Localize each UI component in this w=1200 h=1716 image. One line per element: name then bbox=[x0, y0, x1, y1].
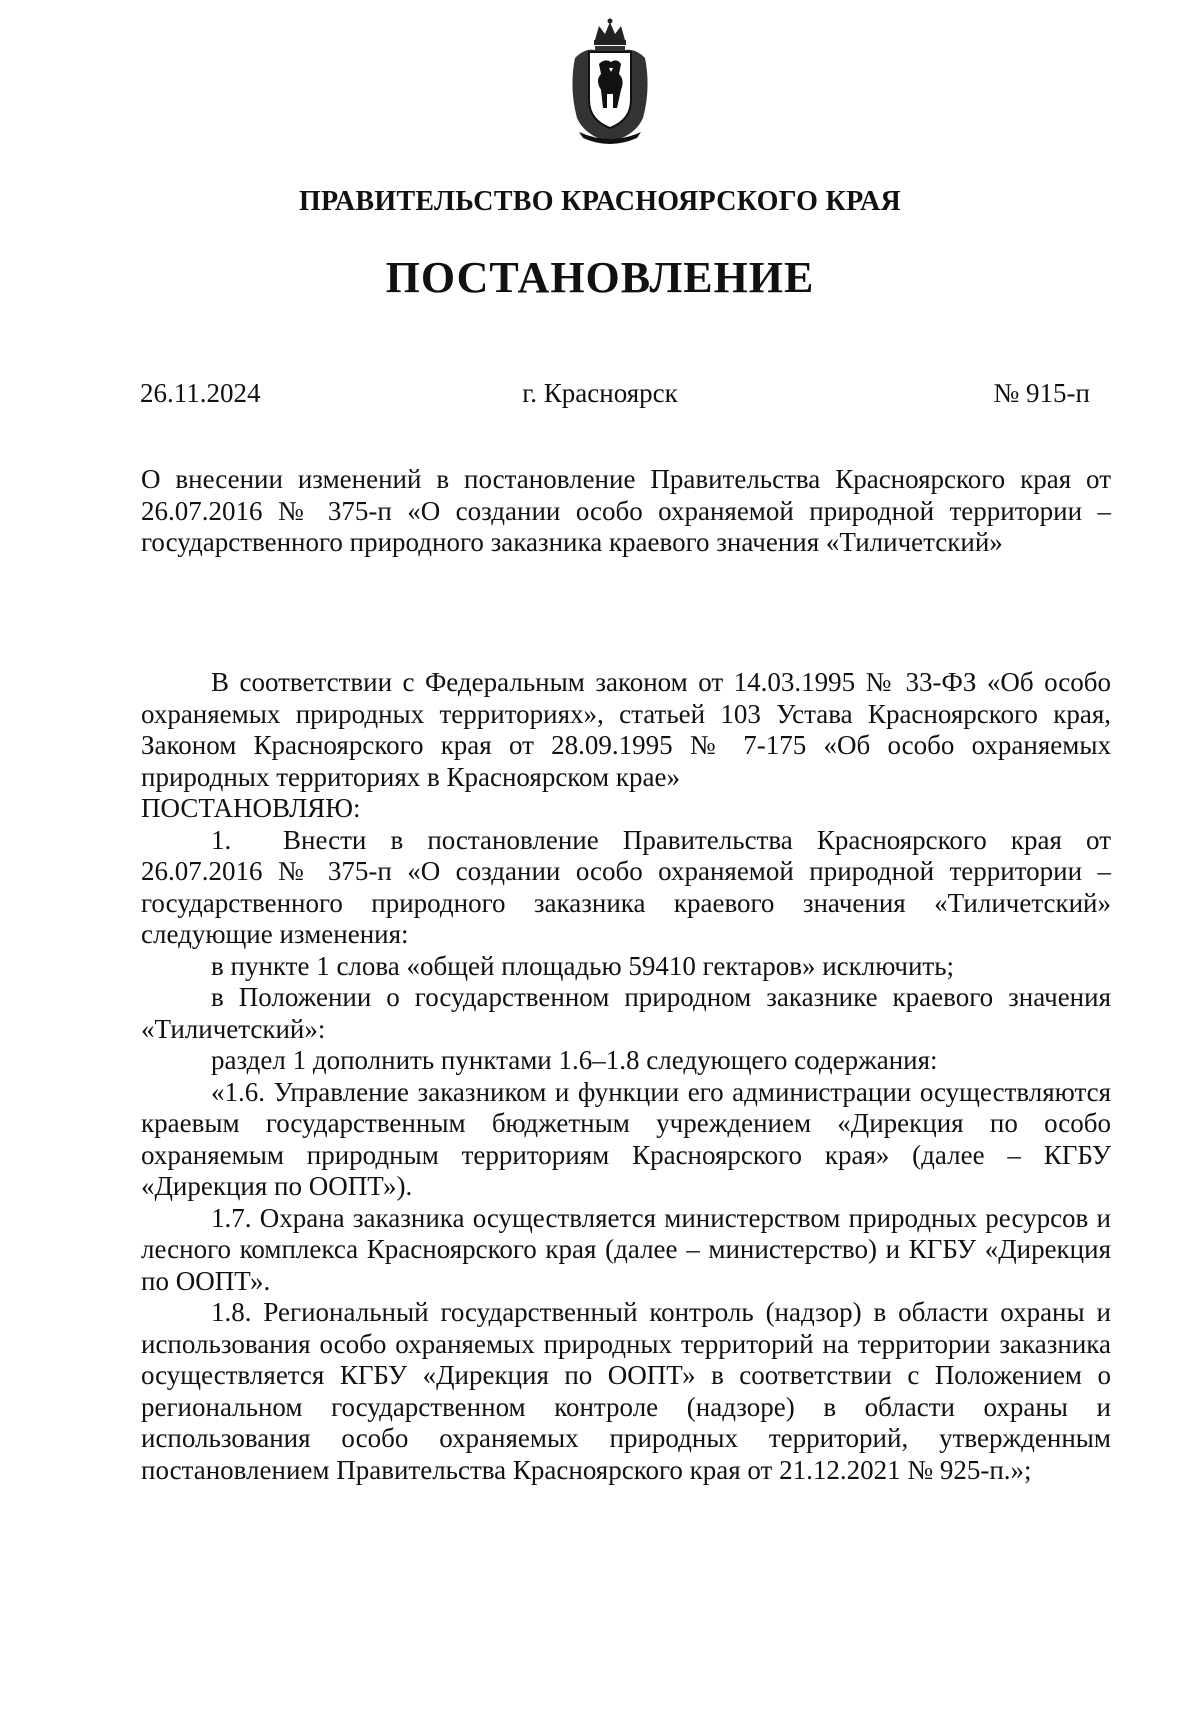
decree-word: ПОСТАНОВЛЯЮ: bbox=[141, 793, 361, 823]
item-1-paragraph bbox=[141, 825, 1111, 951]
item-1-text: Внести в постановление Правительства Красноярского края от 26.07.2016 № 375-п «О создании особо охраняемой природной территории – государственного природного заказника краевого значения «Тиличетский» следующие изменения: bbox=[141, 824, 1111, 949]
document-city: г. Красноярск bbox=[522, 378, 678, 408]
point-1-8-paragraph: 1.8. Региональный государственный контроль (надзор) в области охраны и использования особо охраняемых природных территорий на территории заказника осуществляется КГБУ «Дирекция по ООПТ» в соответствии с Положением о региональном государственном контроле (надзоре) в области охраны и использования особо охраняемых природных территорий, утвержденным постановлением Правительства Красноярского края от 21.12.2021 № 925-п.»; bbox=[141, 1297, 1111, 1485]
title-text: О внесении изменений в постановление Правительства Красноярского края от 26.07.2016 № 375-п «О создании особо охраняемой природной территории – государственного природного заказника краевого значения «Тиличетский» bbox=[141, 464, 1111, 557]
point-1-6-paragraph: «1.6. Управление заказником и функции его администрации осуществляются краевым государственным бюджетным учреждением «Дирекция по особо охраняемым природным территориям Красноярского края» (далее – КГБУ «Дирекция по ООПТ»). bbox=[141, 1076, 1111, 1201]
change-1-paragraph: в пункте 1 слова «общей площадью 59410 гектаров» исключить; bbox=[211, 950, 955, 981]
document-date: 26.11.2024 bbox=[140, 378, 261, 408]
item-1-number: 1. bbox=[211, 824, 232, 855]
preamble-paragraph: В соответствии с Федеральным законом от 14.03.1995 № 33-ФЗ «Об особо охраняемых природных территориях», статьей 103 Устава Красноярского края, Законом Красноярского края от 28.09.1995 № 7-175 «Об особо охраняемых природных территориях в Красноярском крае» bbox=[141, 667, 1111, 792]
document-number: № 915-п bbox=[993, 378, 1090, 408]
point-1-7-paragraph: 1.7. Охрана заказника осуществляется министерством природных ресурсов и лесного комплекса Красноярского края (далее – министерство) и КГБУ «Дирекция по ООПТ». bbox=[141, 1202, 1111, 1296]
change-3-paragraph: раздел 1 дополнить пунктами 1.6–1.8 следующего содержания: bbox=[211, 1045, 938, 1075]
document-type: ПОСТАНОВЛЕНИЕ bbox=[385, 253, 815, 302]
change-2-paragraph: в Положении о государственном природном заказнике краевого значения «Тиличетский»: bbox=[141, 982, 1111, 1044]
document-title bbox=[141, 464, 1111, 559]
coat-of-arms-emblem bbox=[565, 18, 655, 144]
organization-name: ПРАВИТЕЛЬСТВО КРАСНОЯРСКОГО КРАЯ bbox=[298, 186, 902, 217]
document-body bbox=[141, 667, 1111, 1486]
